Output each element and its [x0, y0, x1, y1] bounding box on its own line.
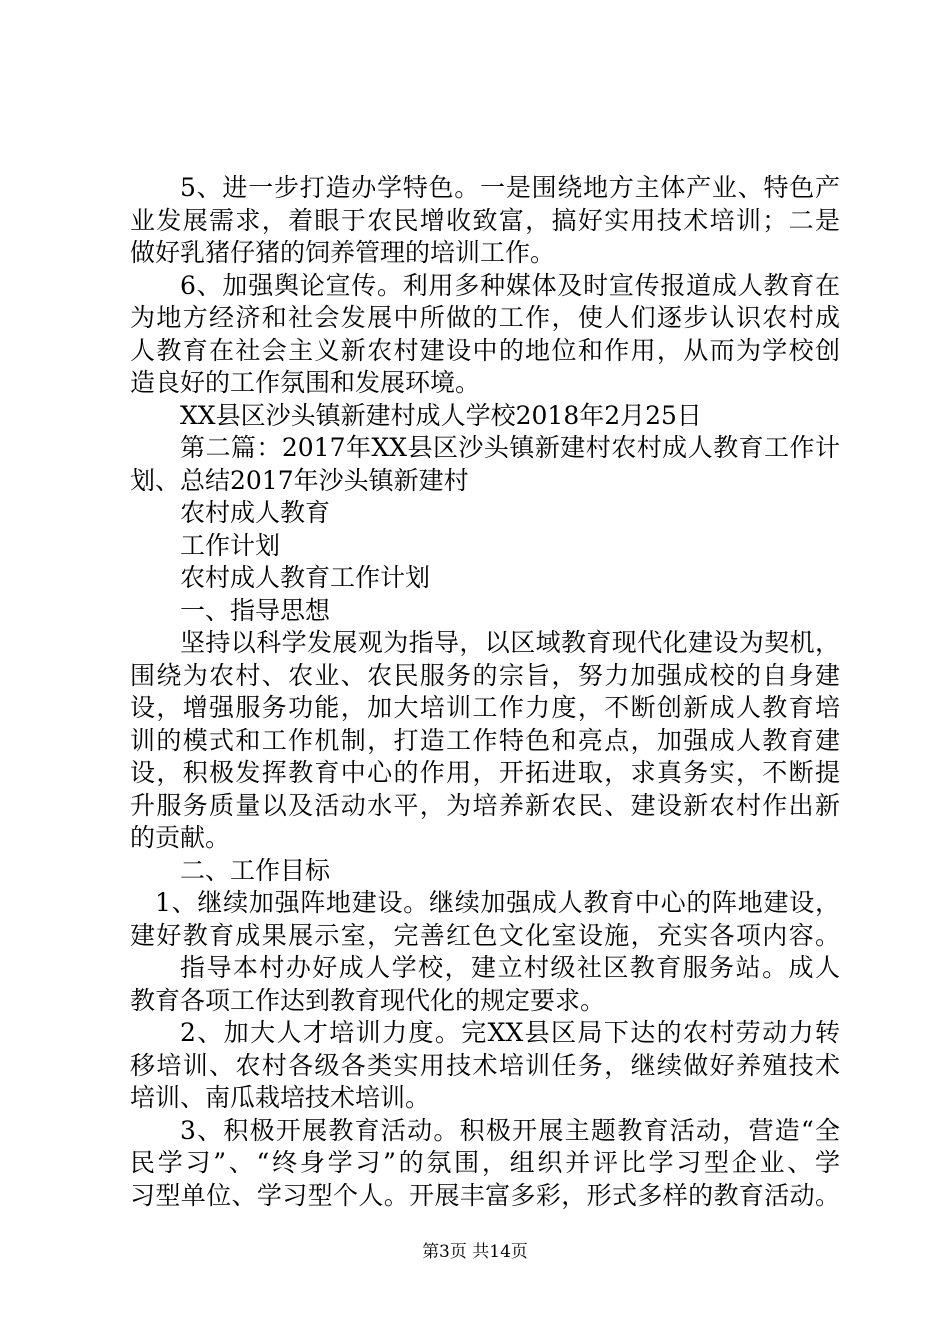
body-line: 6、加强舆论宣传。利用多种媒体及时宣传报道成人教育在	[180, 270, 840, 300]
body-line: 培训、南瓜栽培技术培训。	[130, 1083, 431, 1112]
body-line: 教育各项工作达到教育现代化的规定要求。	[130, 985, 606, 1015]
heading-line: 工作计划	[180, 530, 281, 560]
heading-line: 一、指导思想	[180, 595, 331, 625]
body-line: 3、积极开展教育活动。积极开展主题教育活动，营造“全	[180, 1115, 840, 1145]
body-line: 建好教育成果展示室，完善红色文化室设施，充实各项内容。	[130, 920, 840, 950]
body-line: 为地方经济和社会发展中所做的工作，使人们逐步认识农村成	[130, 303, 840, 332]
document-body	[130, 172, 840, 1212]
body-line: 围绕为农村、农业、农民服务的宗旨，努力加强成校的自身建	[130, 660, 840, 690]
body-line: 2、加大人才培训力度。完XX县区局下达的农村劳动力转	[180, 1018, 840, 1047]
section-title-line: 第二篇：2017年XX县区沙头镇新建村农村成人教育工作计	[180, 433, 840, 462]
body-line: 民学习”、“终身学习”的氛围，组织并评比学习型企业、学	[130, 1148, 840, 1177]
body-line: 5、进一步打造办学特色。一是围绕地方主体产业、特色产	[180, 173, 840, 202]
signature-line: XX县区沙头镇新建村成人学校2018年2月25日	[180, 400, 702, 430]
page-footer: 第3页 共14页	[422, 1242, 528, 1262]
body-line: 业发展需求，着眼于农民增收致富，搞好实用技术培训；二是	[130, 205, 840, 235]
body-line: 1、继续加强阵地建设。继续加强成人教育中心的阵地建设，	[155, 888, 840, 917]
heading-line: 农村成人教育	[180, 498, 331, 527]
body-line: 的贡献。	[130, 823, 231, 852]
body-line: 习型单位、学习型个人。开展丰富多彩，形式多样的教育活动。	[130, 1180, 840, 1210]
body-line: 造良好的工作氛围和发展环境。	[130, 368, 481, 397]
body-line: 指导本村办好成人学校，建立村级社区教育服务站。成人	[180, 953, 840, 982]
body-line: 设，积极发挥教育中心的作用，开拓进取，求真务实，不断提	[130, 758, 840, 787]
body-line: 训的模式和工作机制，打造工作特色和亮点，加强成人教育建	[130, 725, 840, 755]
body-line: 升服务质量以及活动水平，为培养新农民、建设新农村作出新	[130, 790, 840, 820]
heading-line: 二、工作目标	[180, 855, 331, 885]
body-line: 人教育在社会主义新农村建设中的地位和作用，从而为学校创	[130, 335, 840, 365]
body-line: 移培训、农村各级各类实用技术培训任务，继续做好养殖技术	[130, 1050, 840, 1080]
heading-line: 农村成人教育工作计划	[180, 563, 431, 592]
body-line: 设，增强服务功能，加大培训工作力度，不断创新成人教育培	[130, 693, 840, 722]
body-line: 坚持以科学发展观为指导，以区域教育现代化建设为契机，	[180, 628, 840, 657]
body-line: 做好乳猪仔猪的饲养管理的培训工作。	[130, 238, 556, 267]
section-title-line: 划、总结2017年沙头镇新建村	[130, 465, 469, 495]
